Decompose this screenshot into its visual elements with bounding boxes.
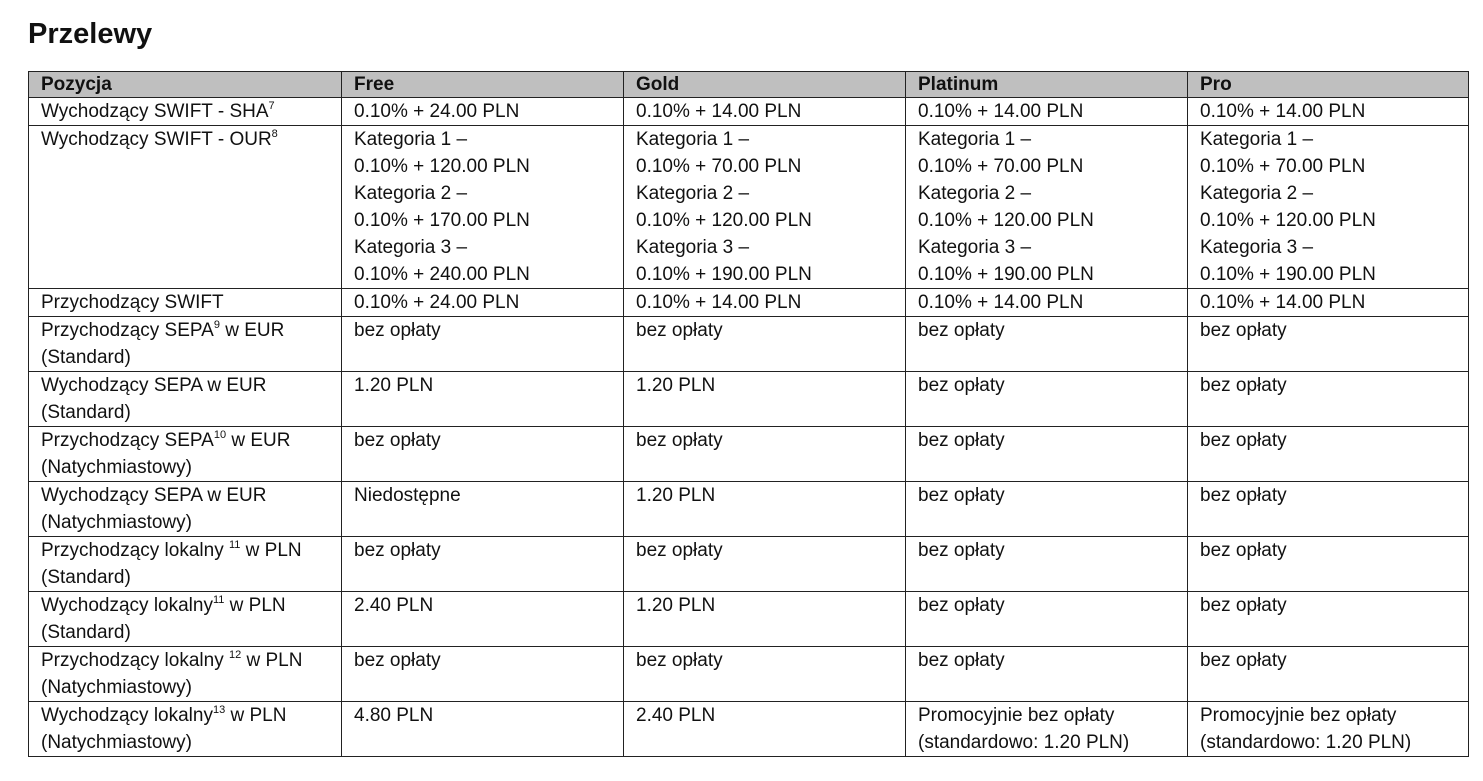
- row-label-line: [41, 592, 329, 619]
- fee-value: Kategoria 2 –: [1200, 183, 1314, 204]
- row-label-text: Przychodzący SEPA: [41, 320, 214, 341]
- fee-value: 1.20 PLN: [354, 375, 434, 396]
- fee-value: Kategoria 3 –: [354, 237, 468, 258]
- row-label-text: Przychodzący SWIFT: [41, 292, 224, 313]
- row-label-line: [41, 317, 329, 344]
- fee-value: Kategoria 3 –: [918, 237, 1032, 258]
- row-label-cell: [29, 537, 342, 592]
- table-row: [29, 98, 1469, 126]
- fee-cell-free: [342, 317, 624, 372]
- fee-value: bez opłaty: [918, 485, 1005, 506]
- row-label-cell: [29, 482, 342, 537]
- row-label-text: Przychodzący lokalny: [41, 540, 229, 561]
- row-label-cell: [29, 317, 342, 372]
- fee-value: bez opłaty: [354, 430, 441, 451]
- fee-value: 0.10% + 240.00 PLN: [354, 264, 530, 285]
- table-row: [29, 427, 1469, 482]
- table-row: [29, 647, 1469, 702]
- fee-value: Kategoria 3 –: [1200, 237, 1314, 258]
- row-label-suffix: w PLN: [241, 650, 303, 671]
- fee-value: Kategoria 2 –: [636, 183, 750, 204]
- fee-value: (standardowo: 1.20 PLN): [1200, 732, 1412, 753]
- footnote-marker: 11: [228, 538, 241, 551]
- fee-value: 4.80 PLN: [354, 705, 434, 726]
- table-row: [29, 289, 1469, 317]
- row-label-subtitle: (Standard): [41, 402, 131, 423]
- fee-value: 0.10% + 14.00 PLN: [1200, 292, 1366, 313]
- fee-cell-pro: [1188, 372, 1469, 427]
- row-label-line: [41, 372, 329, 399]
- row-label-subtitle: (Standard): [41, 347, 131, 368]
- fee-value: 1.20 PLN: [636, 485, 716, 506]
- row-label-text: Wychodzący SWIFT - OUR: [41, 129, 272, 150]
- fee-value: Kategoria 1 –: [918, 129, 1032, 150]
- fee-value: (standardowo: 1.20 PLN): [918, 732, 1130, 753]
- row-label-line: [41, 98, 329, 125]
- fee-value: bez opłaty: [1200, 595, 1287, 616]
- fee-cell-pro: [1188, 317, 1469, 372]
- fee-value: bez opłaty: [636, 430, 723, 451]
- fee-value: 0.10% + 170.00 PLN: [354, 210, 530, 231]
- row-label-text: Przychodzący lokalny: [41, 650, 229, 671]
- row-label-cell: [29, 289, 342, 317]
- fee-value: bez opłaty: [918, 320, 1005, 341]
- fee-value: 0.10% + 120.00 PLN: [636, 210, 812, 231]
- fee-value: bez opłaty: [1200, 375, 1287, 396]
- footnote-marker: 12: [228, 648, 242, 661]
- table-row: [29, 482, 1469, 537]
- row-label-line: [41, 702, 329, 729]
- row-label-suffix: w PLN: [240, 540, 302, 561]
- row-label-subtitle: (Standard): [41, 567, 131, 588]
- fee-value: Kategoria 2 –: [354, 183, 468, 204]
- fee-cell-platinum: [906, 482, 1188, 537]
- fee-cell-platinum: [906, 317, 1188, 372]
- fee-value: 0.10% + 190.00 PLN: [1200, 264, 1376, 285]
- row-label-line: [41, 537, 329, 564]
- header-pozycja: Pozycja: [29, 72, 342, 98]
- fee-value: 2.40 PLN: [354, 595, 434, 616]
- fee-cell-platinum: [906, 592, 1188, 647]
- fee-cell-gold: [624, 98, 906, 126]
- row-label-cell: [29, 372, 342, 427]
- fee-cell-gold: [624, 592, 906, 647]
- row-label-line: [41, 289, 329, 316]
- fee-value: Kategoria 1 –: [354, 129, 468, 150]
- footnote-marker: 11: [212, 593, 225, 606]
- fee-value: 1.20 PLN: [636, 375, 716, 396]
- fee-cell-platinum: [906, 372, 1188, 427]
- header-gold: Gold: [624, 72, 906, 98]
- fee-value: bez opłaty: [636, 540, 723, 561]
- fee-value: bez opłaty: [1200, 430, 1287, 451]
- fee-cell-gold: [624, 289, 906, 317]
- fee-cell-free: [342, 537, 624, 592]
- fee-cell-gold: [624, 317, 906, 372]
- row-label-subtitle: (Natychmiastowy): [41, 677, 192, 698]
- fee-value: 0.10% + 14.00 PLN: [636, 101, 802, 122]
- fee-value: bez opłaty: [354, 320, 441, 341]
- row-label-text: Wychodzący SWIFT - SHA: [41, 101, 269, 122]
- row-label-cell: [29, 702, 342, 757]
- fee-cell-platinum: [906, 647, 1188, 702]
- fee-cell-pro: [1188, 592, 1469, 647]
- fee-value: 0.10% + 190.00 PLN: [918, 264, 1094, 285]
- fee-value: bez opłaty: [918, 375, 1005, 396]
- row-label-suffix: w PLN: [224, 595, 286, 616]
- fee-value: 0.10% + 120.00 PLN: [1200, 210, 1376, 231]
- fee-cell-free: [342, 647, 624, 702]
- fee-cell-gold: [624, 372, 906, 427]
- fee-value: 0.10% + 120.00 PLN: [354, 156, 530, 177]
- fee-cell-platinum: [906, 702, 1188, 757]
- fee-value: Kategoria 1 –: [636, 129, 750, 150]
- fee-cell-platinum: [906, 289, 1188, 317]
- fee-value: bez opłaty: [918, 430, 1005, 451]
- fee-cell-gold: [624, 427, 906, 482]
- fee-cell-free: [342, 372, 624, 427]
- fee-value: bez opłaty: [918, 540, 1005, 561]
- fee-cell-free: [342, 98, 624, 126]
- row-label-suffix: w EUR: [219, 320, 285, 341]
- row-label-line: [41, 482, 329, 509]
- footnote-marker: 9: [213, 318, 220, 331]
- fee-cell-free: [342, 702, 624, 757]
- row-label-cell: [29, 647, 342, 702]
- table-row: [29, 317, 1469, 372]
- table-row: [29, 372, 1469, 427]
- fee-value: bez opłaty: [1200, 320, 1287, 341]
- fee-cell-pro: [1188, 702, 1469, 757]
- fee-cell-free: [342, 126, 624, 289]
- fee-cell-gold: [624, 482, 906, 537]
- fee-cell-pro: [1188, 427, 1469, 482]
- row-label-text: Wychodzący SEPA w EUR: [41, 485, 267, 506]
- footnote-marker: 13: [212, 703, 226, 716]
- row-label-cell: [29, 98, 342, 126]
- fee-value: 0.10% + 24.00 PLN: [354, 292, 520, 313]
- fee-value: Kategoria 3 –: [636, 237, 750, 258]
- fee-value: bez opłaty: [1200, 485, 1287, 506]
- table-header: [29, 72, 1469, 98]
- fee-value: 2.40 PLN: [636, 705, 716, 726]
- row-label-text: Wychodzący lokalny: [41, 705, 213, 726]
- fee-cell-pro: [1188, 289, 1469, 317]
- fee-value: 0.10% + 24.00 PLN: [354, 101, 520, 122]
- row-label-text: Wychodzący lokalny: [41, 595, 213, 616]
- fee-value: bez opłaty: [918, 650, 1005, 671]
- header-pro: Pro: [1188, 72, 1469, 98]
- fee-value: 0.10% + 14.00 PLN: [1200, 101, 1366, 122]
- fee-cell-free: [342, 482, 624, 537]
- fee-value: Kategoria 2 –: [918, 183, 1032, 204]
- fee-cell-platinum: [906, 427, 1188, 482]
- fee-value: 0.10% + 70.00 PLN: [1200, 156, 1366, 177]
- fee-value: bez opłaty: [918, 595, 1005, 616]
- fee-cell-gold: [624, 647, 906, 702]
- fee-cell-pro: [1188, 482, 1469, 537]
- fee-value: 0.10% + 70.00 PLN: [918, 156, 1084, 177]
- fee-cell-gold: [624, 126, 906, 289]
- fee-value: Promocyjnie bez opłaty: [918, 705, 1115, 726]
- row-label-subtitle: (Standard): [41, 622, 131, 643]
- footnote-marker: 7: [268, 99, 275, 112]
- fee-cell-gold: [624, 702, 906, 757]
- fee-value: 0.10% + 70.00 PLN: [636, 156, 802, 177]
- table-body: [29, 98, 1469, 757]
- row-label-suffix: w EUR: [226, 430, 291, 451]
- fee-cell-platinum: [906, 537, 1188, 592]
- fee-value: Niedostępne: [354, 485, 461, 506]
- row-label-line: [41, 427, 329, 454]
- row-label-text: Wychodzący SEPA w EUR: [41, 375, 267, 396]
- fee-value: 0.10% + 14.00 PLN: [636, 292, 802, 313]
- row-label-subtitle: (Natychmiastowy): [41, 457, 192, 478]
- header-row: [29, 72, 1469, 98]
- fee-value: 0.10% + 190.00 PLN: [636, 264, 812, 285]
- fee-cell-gold: [624, 537, 906, 592]
- fee-value: bez opłaty: [636, 650, 723, 671]
- table-row: [29, 592, 1469, 647]
- fee-value: 0.10% + 14.00 PLN: [918, 101, 1084, 122]
- row-label-cell: [29, 126, 342, 289]
- fee-cell-platinum: [906, 98, 1188, 126]
- fee-value: Kategoria 1 –: [1200, 129, 1314, 150]
- fee-cell-free: [342, 427, 624, 482]
- fee-cell-pro: [1188, 537, 1469, 592]
- fee-value: bez opłaty: [354, 540, 441, 561]
- fee-cell-platinum: [906, 126, 1188, 289]
- fee-value: bez opłaty: [1200, 540, 1287, 561]
- fee-value: bez opłaty: [1200, 650, 1287, 671]
- row-label-text: Przychodzący SEPA: [41, 430, 214, 451]
- footnote-marker: 8: [271, 127, 278, 140]
- table-row: [29, 702, 1469, 757]
- fee-cell-pro: [1188, 98, 1469, 126]
- fee-value: 1.20 PLN: [636, 595, 716, 616]
- row-label-suffix: w PLN: [225, 705, 287, 726]
- fee-cell-free: [342, 592, 624, 647]
- fee-value: 0.10% + 120.00 PLN: [918, 210, 1094, 231]
- row-label-subtitle: (Natychmiastowy): [41, 732, 192, 753]
- fee-value: bez opłaty: [354, 650, 441, 671]
- fee-cell-free: [342, 289, 624, 317]
- table-row: [29, 537, 1469, 592]
- row-label-cell: [29, 592, 342, 647]
- row-label-line: [41, 126, 329, 153]
- header-platinum: Platinum: [906, 72, 1188, 98]
- table-row: [29, 126, 1469, 289]
- row-label-line: [41, 647, 329, 674]
- row-label-cell: [29, 427, 342, 482]
- fee-cell-pro: [1188, 126, 1469, 289]
- row-label-subtitle: (Natychmiastowy): [41, 512, 192, 533]
- header-free: Free: [342, 72, 624, 98]
- fee-cell-pro: [1188, 647, 1469, 702]
- fee-value: 0.10% + 14.00 PLN: [918, 292, 1084, 313]
- fees-table: [28, 71, 1469, 757]
- fee-value: Promocyjnie bez opłaty: [1200, 705, 1397, 726]
- footnote-marker: 10: [213, 428, 227, 441]
- fee-value: bez opłaty: [636, 320, 723, 341]
- page-title: Przelewy: [28, 18, 153, 50]
